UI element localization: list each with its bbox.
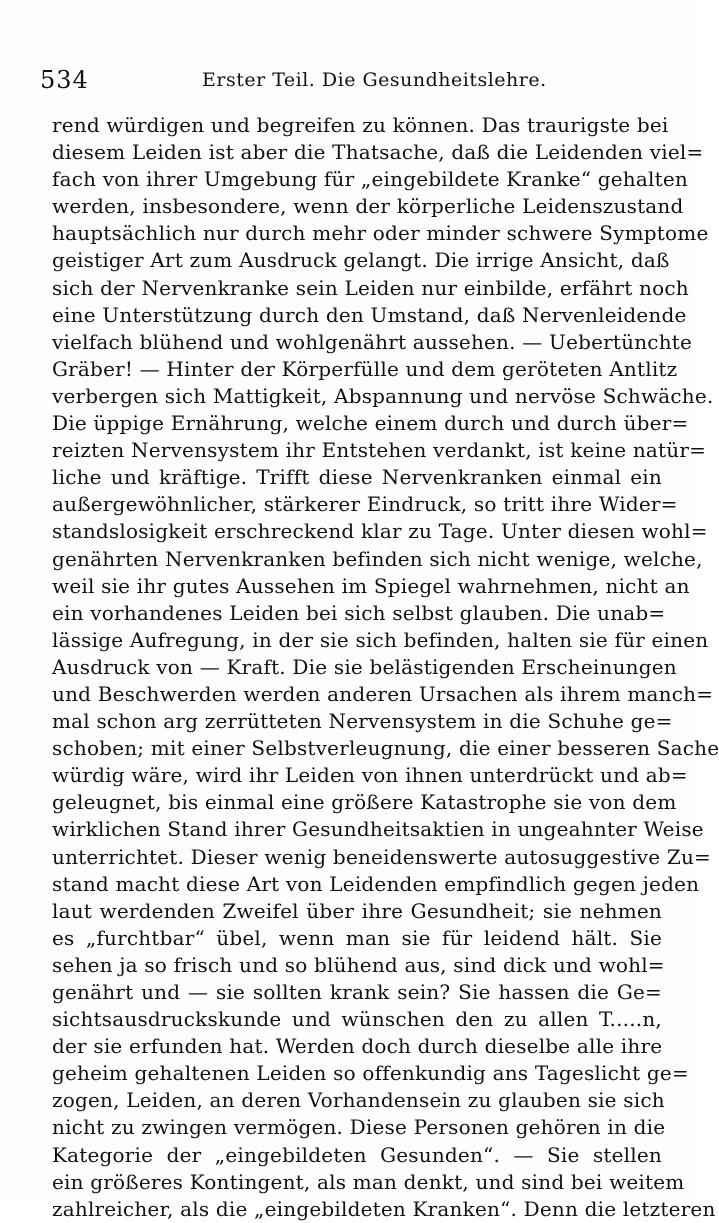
text-line: Die üppige Ernährung, welche einem durch und durch über=: [52, 411, 689, 436]
text-line: schoben; mit einer Selbstverleugnung, die einer besseren Sache: [52, 736, 719, 761]
body-text: [52, 112, 719, 1223]
page-number: 534: [40, 66, 89, 94]
text-line: zogen, Leiden, an deren Vorhandensein zu glauben sie sich: [52, 1088, 665, 1113]
text-line: reizten Nervensystem ihr Entstehen verdankt, ist keine natür=: [52, 438, 707, 463]
text-line: nicht zu zwingen vermögen. Diese Personen gehören in die: [52, 1115, 666, 1140]
text-line: es „furchtbar“ übel, wenn man sie für leidend hält. Sie: [52, 925, 662, 950]
text-line: zahlreicher, als die „eingebildeten Kranken“. Denn die letzteren: [52, 1196, 716, 1221]
text-line: würdig wäre, wird ihr Leiden von ihnen unterdrückt und ab=: [52, 763, 688, 788]
text-line: liche und kräftige. Trifft diese Nervenkranken einmal ein: [52, 465, 662, 490]
text-line: außergewöhnlicher, stärkerer Eindruck, so tritt ihre Wider=: [52, 492, 678, 517]
text-line: rend würdigen und begreifen zu können. Das traurigste bei: [52, 113, 669, 137]
text-line: Gräber! — Hinter der Körperfülle und dem geröteten Antlitz: [52, 356, 678, 381]
text-line: unterrichtet. Dieser wenig beneidenswerte autosuggestive Zu=: [52, 844, 712, 869]
text-line: sichtsausdruckskunde und wünschen den zu allen T.....n,: [52, 1007, 662, 1032]
text-line: hauptsächlich nur durch mehr oder minder schwere Symptome: [52, 221, 709, 246]
text-line: lässige Aufregung, in der sie sich befinden, halten sie für einen: [52, 627, 709, 652]
text-line: weil sie ihr gutes Aussehen im Spiegel wahrnehmen, nicht an: [52, 573, 690, 598]
running-head: [40, 66, 660, 96]
text-line: laut werdenden Zweifel über ihre Gesundheit; sie nehmen: [52, 898, 662, 923]
text-line: vielfach blühend und wohlgenährt aussehen. — Uebertünchte: [52, 329, 693, 354]
text-line: ein vorhandenes Leiden bei sich selbst glauben. Die unab=: [52, 600, 666, 625]
text-line: verbergen sich Mattigkeit, Abspannung und nervöse Schwäche.: [52, 383, 714, 408]
text-line: stand macht diese Art von Leidenden empfindlich gegen jeden: [52, 871, 700, 896]
text-line: wirklichen Stand ihrer Gesundheitsaktien in ungeahnter Weise: [52, 817, 704, 842]
text-line: ein größeres Kontingent, als man denkt, und sind bei weitem: [52, 1169, 685, 1194]
text-line: geleugnet, bis einmal eine größere Katastrophe sie von dem: [52, 790, 677, 815]
text-line: Kategorie der „eingebildeten Gesunden“. — Sie stellen: [52, 1142, 662, 1167]
text-line: mal schon arg zerrütteten Nervensystem in die Schuhe ge=: [52, 709, 673, 734]
running-title: Erster Teil. Die Gesundheitslehre.: [202, 69, 547, 91]
text-line: der sie erfunden hat. Werden doch durch dieselbe alle ihre: [52, 1034, 663, 1059]
text-line: geheim gehaltenen Leiden so offenkundig ans Tageslicht ge=: [52, 1061, 689, 1086]
text-line: und Beschwerden werden anderen Ursachen als ihrem manch=: [52, 681, 714, 706]
text-line: fach von ihrer Umgebung für „eingebildete Kranke“ gehalten: [52, 167, 688, 192]
text-line: genährt und — sie sollten krank sein? Sie hassen die Ge=: [52, 980, 662, 1004]
text-line: geistiger Art zum Ausdruck gelangt. Die irrige Ansicht, daß: [52, 248, 670, 273]
text-line: Ausdruck von — Kraft. Die sie belästigenden Erscheinungen: [52, 654, 677, 679]
text-line: sehen ja so frisch und so blühend aus, sind dick und wohl=: [52, 952, 665, 977]
text-line: sich der Nervenkranke sein Leiden nur einbilde, erfährt noch: [52, 275, 689, 300]
text-line: werden, insbesondere, wenn der körperliche Leidenszustand: [52, 194, 684, 219]
text-line: standslosigkeit erschreckend klar zu Tage. Unter diesen wohl=: [52, 519, 708, 544]
text-line: diesem Leiden ist aber die Thatsache, daß die Leidenden viel=: [52, 140, 704, 165]
text-line: genährten Nervenkranken befinden sich nicht wenige, welche,: [52, 546, 703, 571]
text-line: eine Unterstützung durch den Umstand, daß Nervenleidende: [52, 302, 687, 327]
